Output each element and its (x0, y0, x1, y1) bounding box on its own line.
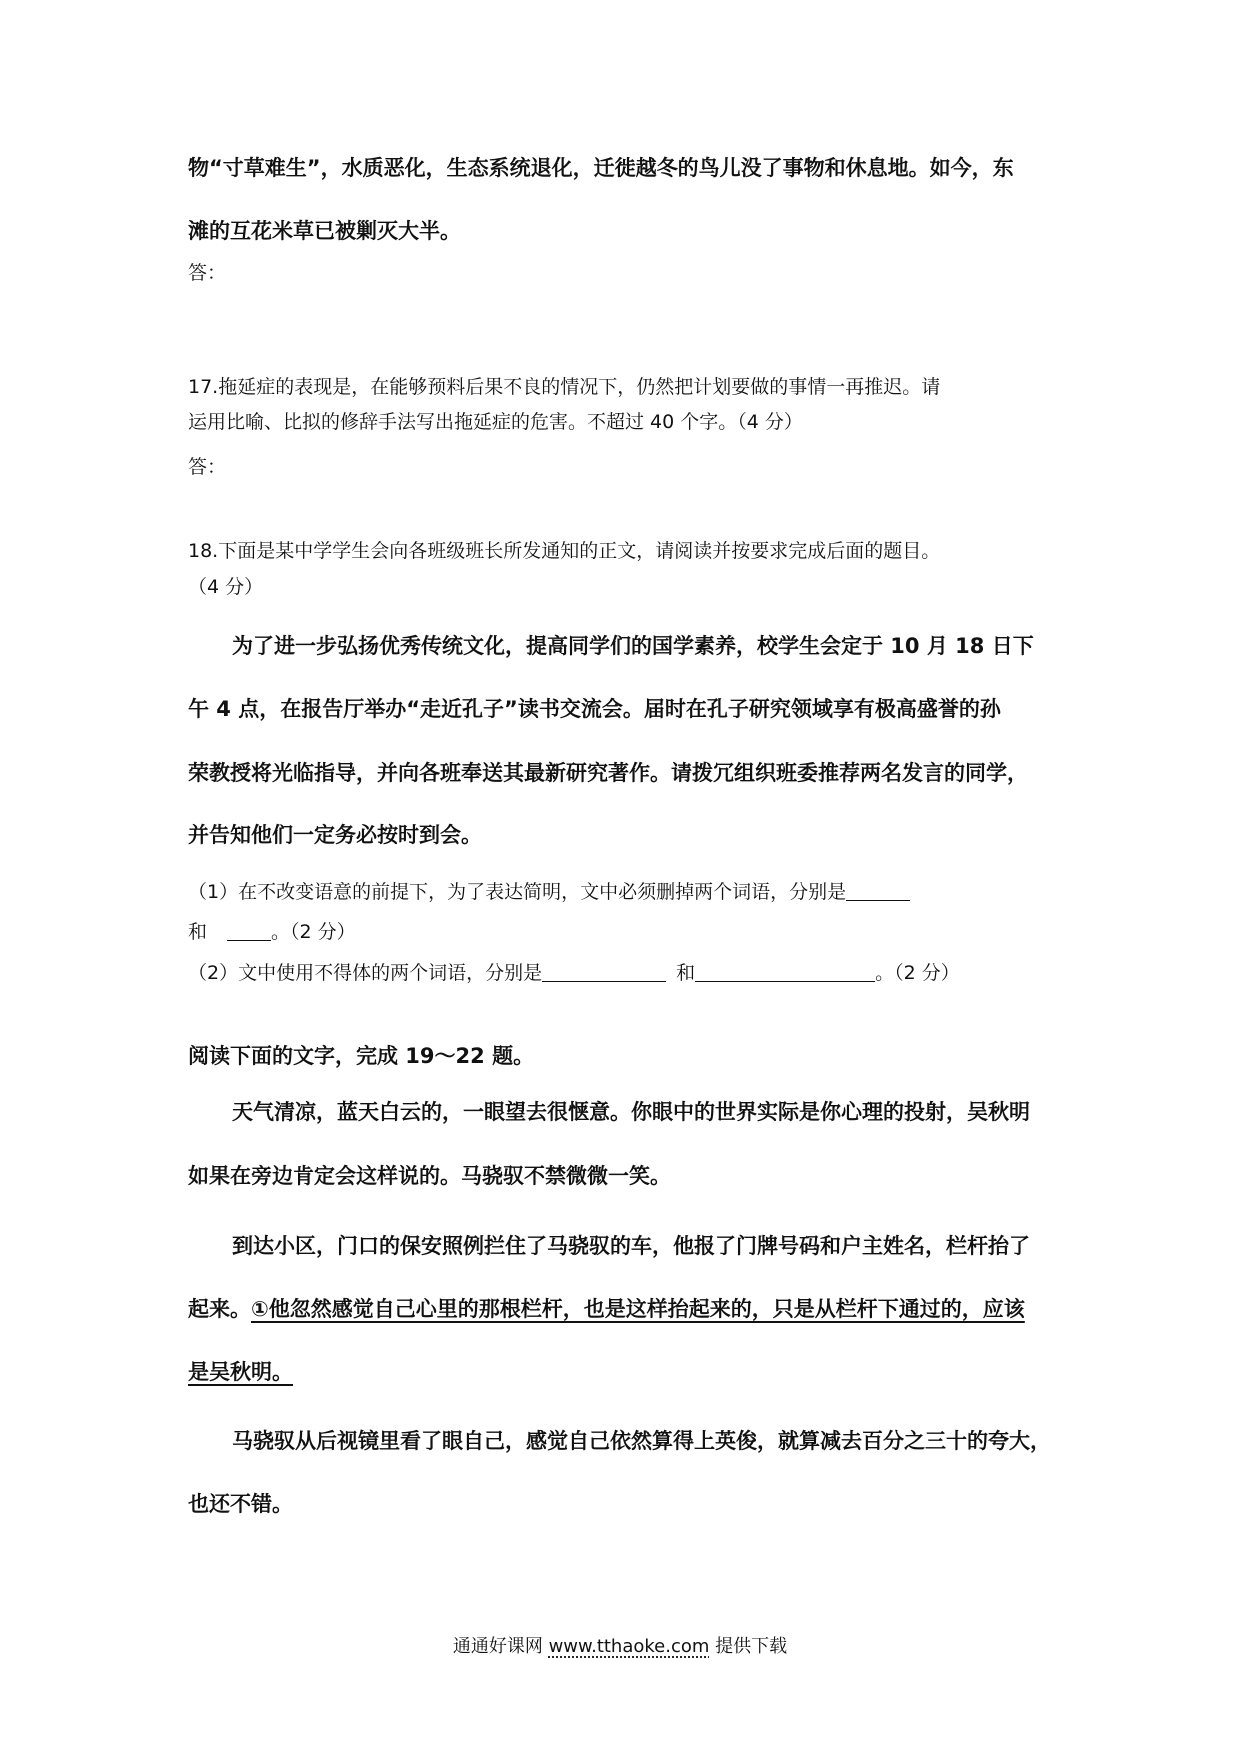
q17-answer-label: 答： (188, 456, 227, 478)
reading-p3-line-2: 也还不错。 (188, 1492, 293, 1516)
q18-sub1-text: （1）在不改变语意的前提下，为了表达简明，文中必须删掉两个词语，分别是 (188, 881, 847, 903)
footer-site-name: 通通好课网 (452, 1636, 543, 1657)
answer-blank-2[interactable] (227, 921, 271, 941)
reading-p3-line-1: 马骁驭从后视镜里看了眼自己，感觉自己依然算得上英俊，就算减去百分之三十的夸大， (232, 1429, 1051, 1453)
q18-sub2-line (188, 958, 960, 985)
q18-sub1-line-2 (188, 917, 356, 944)
underlined-sentence-1: ①他忽然感觉自己心里的那根栏杆，也是这样抬起来的，只是从栏杆下通过的，应该 (251, 1297, 1025, 1321)
reading-p1-line-2: 如果在旁边肯定会这样说的。马骁驭不禁微微一笑。 (188, 1164, 671, 1188)
q17-line-1: 17.拖延症的表现是，在能够预料后果不良的情况下，仍然把计划要做的事情一再推迟。请 (188, 376, 941, 398)
reading-p1-line-1: 天气清凉，蓝天白云的，一眼望去很惬意。你眼中的世界实际是你心理的投射，吴秋明 (232, 1100, 1030, 1124)
q16-answer-label: 答： (188, 262, 227, 284)
q18-line-2: （4 分） (188, 576, 264, 598)
notice-line-1: 为了进一步弘扬优秀传统文化，提高同学们的国学素养，校学生会定于 10 月 18 日下 (232, 634, 1034, 658)
footer-url[interactable]: www.tthaoke.com (548, 1636, 710, 1657)
q16-line-2: 滩的互花米草已被剿灭大半。 (188, 219, 461, 243)
q18-sub2-and: 和 (676, 962, 696, 984)
reading-p2-plain: 起来。 (188, 1297, 251, 1321)
answer-blank-4[interactable] (695, 962, 875, 982)
q18-sub1-line-1 (188, 877, 910, 904)
notice-line-3: 荣教授将光临指导，并向各班奉送其最新研究著作。请拨冗组织班委推荐两名发言的同学， (188, 761, 1028, 785)
reading-p2-line-2 (188, 1293, 1025, 1323)
q18-sub2-text: （2）文中使用不得体的两个词语，分别是 (188, 962, 543, 984)
q18-line-1: 18.下面是某中学学生会向各班级班长所发通知的正文，请阅读并按要求完成后面的题目。 (188, 540, 941, 562)
q18-sub1-points: 。（2 分） (271, 921, 356, 943)
footer-suffix: 提供下载 (715, 1636, 788, 1657)
page-footer (0, 1632, 1240, 1658)
answer-blank-1[interactable] (846, 881, 910, 901)
notice-line-2: 午 4 点，在报告厅举办“走近孔子”读书交流会。届时在孔子研究领域享有极高盛誉的孙 (188, 697, 1001, 721)
notice-line-4: 并告知他们一定务必按时到会。 (188, 823, 482, 847)
q18-sub2-points: 。（2 分） (875, 962, 960, 984)
reading-heading: 阅读下面的文字，完成 19～22 题。 (188, 1044, 535, 1068)
reading-p2-line-1: 到达小区，门口的保安照例拦住了马骁驭的车，他报了门牌号码和户主姓名，栏杆抬了 (232, 1234, 1030, 1258)
reading-p2-line-3 (188, 1356, 293, 1386)
q17-line-2: 运用比喻、比拟的修辞手法写出拖延症的危害。不超过 40 个字。（4 分） (188, 411, 803, 433)
q18-sub1-and: 和 (188, 921, 208, 943)
underlined-sentence-1-end: 是吴秋明。 (188, 1360, 293, 1384)
answer-blank-3[interactable] (542, 962, 666, 982)
q16-line-1: 物“寸草难生”，水质恶化，生态系统退化，迁徙越冬的鸟儿没了事物和休息地。如今，东 (188, 156, 1014, 180)
